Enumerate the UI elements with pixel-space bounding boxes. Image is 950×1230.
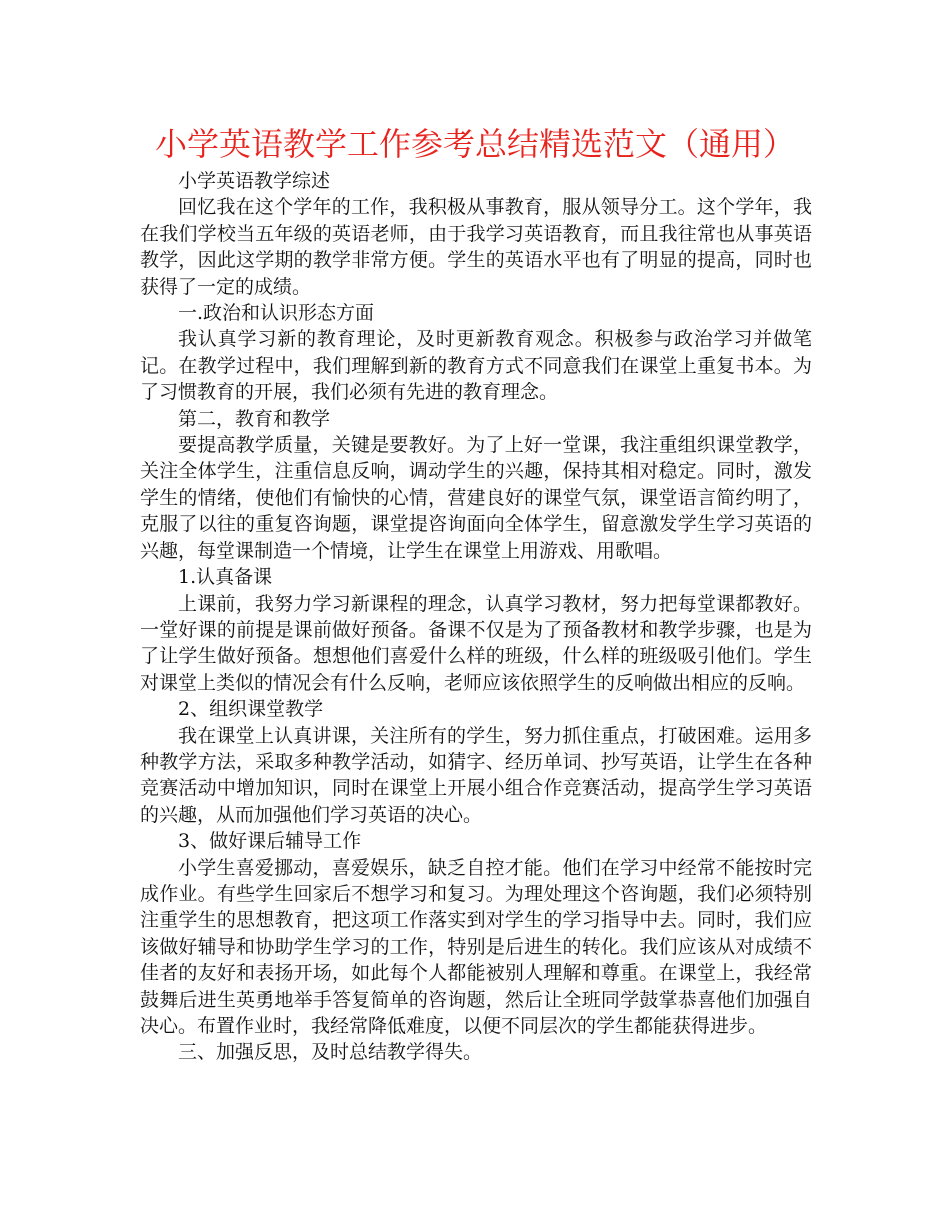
section-heading-teaching: 第二，教育和教学 — [178, 407, 331, 430]
paragraph-classroom: 我在课堂上认真讲课，关注所有的学生，努力抓住重点，打破困难。运用多种教学方法，采取多种教学活动，如猜字、经历单词、抄写英语，让学生在各种竞赛活动中增加知识，同时在课堂上开展小组合作竞赛活动，提高学生学习英语的兴趣，从而加强他们学习英语的决心。 — [140, 724, 812, 826]
document-body — [140, 168, 812, 1066]
subheading-tutoring: 3、做好课后辅导工作 — [178, 830, 362, 853]
section-heading-overview: 小学英语教学综述 — [178, 170, 331, 192]
section-heading-reflection: 三、加强反思，及时总结教学得失。 — [178, 1041, 483, 1064]
paragraph-lesson-prep: 上课前，我努力学习新课程的理念，认真学习教材，努力把每堂课都教好。一堂好课的前提是课前做好预备。备课不仅是为了预备教材和教学步骤，也是为了让学生做好预备。想想他们喜爱什么样的班级，什么样的班级吸引他们。学生对课堂上类似的情况会有什么反响，老师应该依照学生的反响做出相应的反响。 — [140, 592, 812, 694]
document-title: 小学英语教学工作参考总结精选范文（通用） — [154, 125, 795, 163]
paragraph-teaching: 要提高教学质量，关键是要教好。为了上好一堂课，我注重组织课堂教学，关注全体学生，注重信息反响，调动学生的兴趣，保持其相对稳定。同时，激发学生的情绪，使他们有愉快的心情，营建良好的课堂气氛，课堂语言简约明了，克服了以往的重复咨询题，课堂提咨询面向全体学生，留意激发学生学习英语的兴趣，每堂课制造一个情境，让学生在课堂上用游戏、用歌唱。 — [140, 434, 812, 562]
paragraph-politics: 我认真学习新的教育理论，及时更新教育观念。积极参与政治学习并做笔记。在教学过程中，我们理解到新的教育方式不同意我们在课堂上重复书本。为了习惯教育的开展，我们必须有先进的教育理念。 — [140, 328, 812, 404]
section-heading-politics: 一.政治和认识形态方面 — [178, 302, 375, 325]
subheading-lesson-prep: 1.认真备课 — [178, 566, 273, 589]
paragraph-intro: 回忆我在这个学年的工作，我积极从事教育，服从领导分工。这个学年，我在我们学校当五年级的英语老师，由于我学习英语教育，而且我往常也从事英语教学，因此这学期的教学非常方便。学生的英语水平也有了明显的提高，同时也获得了一定的成绩。 — [140, 196, 812, 298]
paragraph-tutoring: 小学生喜爱挪动，喜爱娱乐，缺乏自控才能。他们在学习中经常不能按时完成作业。有些学生回家后不想学习和复习。为理处理这个咨询题，我们必须特别注重学生的思想教育，把这项工作落实到对学生的学习指导中去。同时，我们应该做好辅导和协助学生学习的工作，特别是后进生的转化。我们应该从对成绩不佳者的友好和表扬开场，如此每个人都能被别人理解和尊重。在课堂上，我经常鼓舞后进生英勇地举手答复简单的咨询题，然后让全班同学鼓掌恭喜他们加强自决心。布置作业时，我经常降低难度，以便不同层次的学生都能获得进步。 — [140, 856, 812, 1037]
subheading-classroom: 2、组织课堂教学 — [178, 698, 324, 721]
